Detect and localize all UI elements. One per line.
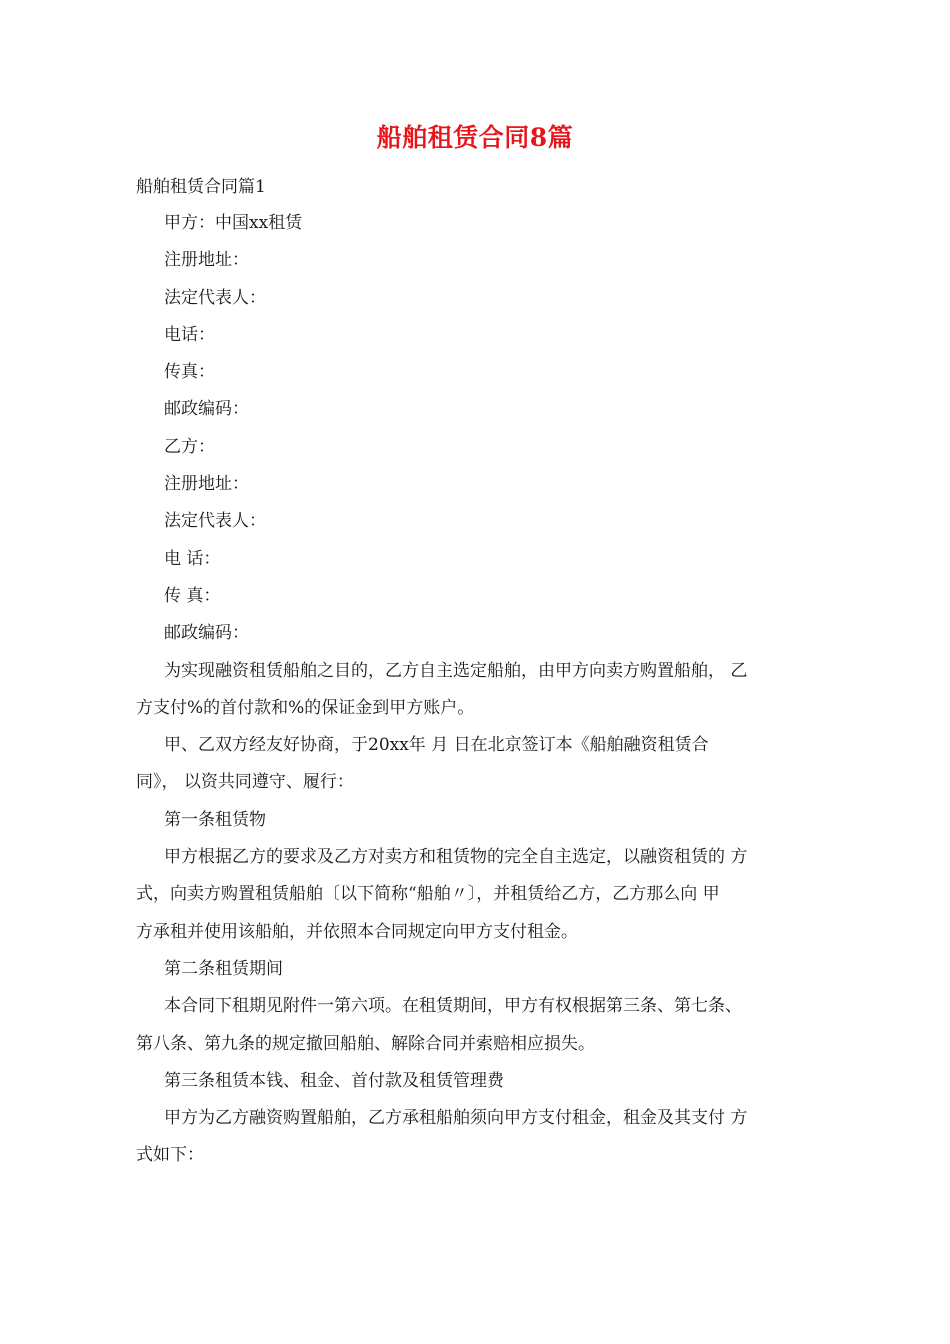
text-line: 传 真： xyxy=(164,585,221,606)
paragraph-line: 甲方为乙方融资购置船舶，乙方承租船舶须向甲方支付租金，租金及其支付 方 xyxy=(164,1108,748,1129)
paragraph-line: 本合同下租期见附件一第六项。在租赁期间，甲方有权根据第三条、第七条、 xyxy=(164,996,742,1017)
text-line: 传真： xyxy=(164,362,215,383)
paragraph-line: 第八条、第九条的规定撤回船舶、解除合同并索赔相应损失。 xyxy=(136,1033,595,1054)
text-line: 电 话： xyxy=(164,548,221,569)
paragraph-line: 方承租并使用该船舶，并依照本合同规定向甲方支付租金。 xyxy=(136,921,578,942)
paragraph-line: 式，向卖方购置租赁船舶〔以下简称“船舶〃〕，并租赁给乙方，乙方那么向 甲 xyxy=(136,884,720,905)
text-line: 法定代表人： xyxy=(164,511,266,532)
paragraph-line: 方支付%的首付款和%的保证金到甲方账户。 xyxy=(136,697,475,718)
contract-body xyxy=(136,211,826,1181)
text-line: 法定代表人： xyxy=(164,287,266,308)
paragraph-line: 为实现融资租赁船舶之目的，乙方自主选定船舶，由甲方向卖方购置船舶， 乙 xyxy=(164,660,748,681)
paragraph-line: 式如下： xyxy=(136,1145,204,1166)
article-heading: 第二条租赁期间 xyxy=(164,958,283,979)
section-heading: 船舶租赁合同篇1 xyxy=(136,177,266,197)
text-line: 注册地址： xyxy=(164,474,249,495)
text-line: 邮政编码： xyxy=(164,399,249,420)
text-line: 注册地址： xyxy=(164,250,249,271)
text-line: 甲方：中国xx租赁 xyxy=(164,213,303,233)
article-heading: 第三条租赁本钱、租金、首付款及租赁管理费 xyxy=(164,1070,504,1091)
document-title: 船舶租赁合同8篇 xyxy=(376,123,574,152)
text-line: 乙方： xyxy=(164,436,215,457)
article-heading: 第一条租赁物 xyxy=(164,809,266,830)
text-line: 邮政编码： xyxy=(164,623,249,644)
paragraph-line: 同》， 以资共同遵守、履行： xyxy=(136,772,354,793)
text-line: 电话： xyxy=(164,324,215,345)
paragraph-line: 甲、乙双方经友好协商，于20xx年 月 日在北京签订本《船舶融资租赁合 xyxy=(164,735,709,756)
paragraph-line: 甲方根据乙方的要求及乙方对卖方和租赁物的完全自主选定，以融资租赁的 方 xyxy=(164,847,748,868)
